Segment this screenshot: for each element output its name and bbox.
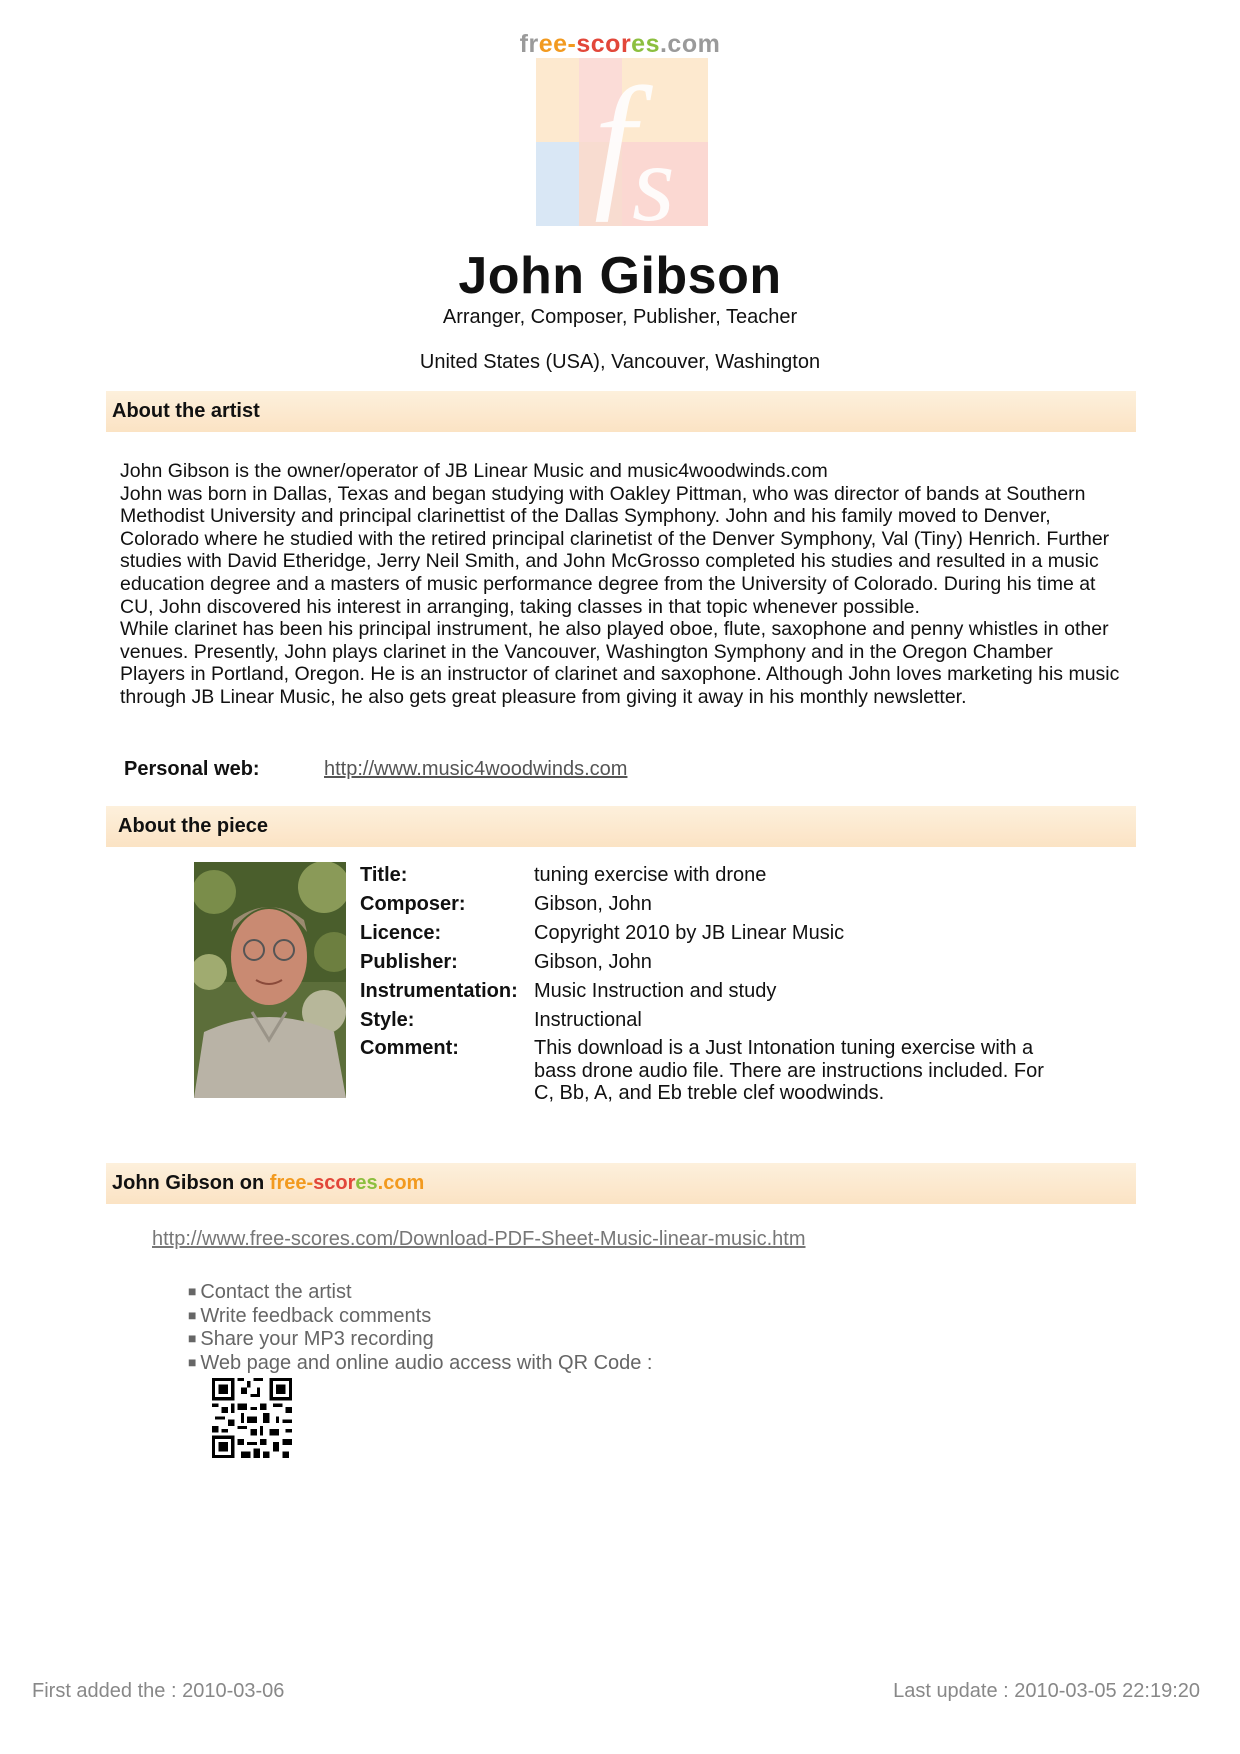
title-value: tuning exercise with drone (534, 864, 767, 886)
personal-web-link[interactable]: http://www.music4woodwinds.com (324, 758, 628, 780)
style-value: Instructional (534, 1009, 642, 1031)
brand-part: ee- (284, 1172, 314, 1194)
logo-text-part: fr (519, 30, 539, 58)
instrumentation-label: Instrumentation: (360, 980, 518, 1002)
about-artist-header: About the artist (106, 391, 1136, 432)
publisher-label: Publisher: (360, 951, 458, 973)
svg-text:s: s (632, 122, 675, 226)
title-label: Title: (360, 864, 408, 886)
instrumentation-value: Music Instruction and study (534, 980, 777, 1002)
composer-value: Gibson, John (534, 893, 652, 915)
svg-text:f: f (594, 58, 636, 223)
contact-artist-link[interactable]: ■ Contact the artist (188, 1280, 653, 1304)
style-label: Style: (360, 1009, 415, 1031)
comment-label: Comment: (360, 1037, 459, 1059)
logo-text-part: .com (659, 30, 721, 58)
about-piece-header (106, 806, 1136, 847)
first-added-date: First added the : 2010-03-06 (32, 1680, 285, 1702)
share-mp3-link[interactable]: ■ Share your MP3 recording (188, 1327, 653, 1351)
personal-web-label: Personal web: (124, 758, 260, 780)
feedback-link[interactable]: ■ Write feedback comments (188, 1304, 653, 1328)
brand-part: .com (377, 1172, 425, 1194)
about-piece-heading-text: About the piece (118, 815, 269, 837)
logo-text-part: ee- (538, 30, 577, 58)
about-artist-text (120, 460, 1120, 709)
on-freescores-header (106, 1163, 1136, 1204)
logo-text-part: es (631, 30, 660, 58)
brand-part: fr (269, 1172, 285, 1194)
qr-code-icon[interactable] (212, 1378, 292, 1458)
comment-value: This download is a Just Intonation tuning exercise with a bass drone audio file. There are instructions included. For C, Bb, A, and Eb treble clef woodwinds. (534, 1037, 1044, 1105)
about-paragraph: John Gibson is the owner/operator of JB Linear Music and music4woodwinds.com (120, 460, 828, 482)
artist-name: John Gibson (458, 247, 782, 305)
licence-value: Copyright 2010 by JB Linear Music (534, 922, 845, 944)
artist-photo (194, 862, 346, 1098)
composer-label: Composer: (360, 893, 466, 915)
last-update-date: Last update : 2010-03-05 22:19:20 (893, 1680, 1200, 1702)
qr-code-text: ■ Web page and online audio access with QR Code : (188, 1351, 653, 1375)
about-paragraph: While clarinet has been his principal instrument, he also played oboe, flute, saxophone and penny whistles in other venues. Presently, John plays clarinet in the Vancouver, Washington Symphony and in the Oregon Chamber Players in Portland, Oregon. He is an instructor of clarinet and saxophone. Although John loves marketing his music through JB Linear Music, he also gets great pleasure from giving it away in his monthly newsletter. (120, 618, 1120, 708)
logo-text-part: scor (576, 30, 632, 58)
free-scores-logo-icon (536, 58, 708, 226)
action-list (188, 1280, 653, 1374)
about-paragraph: John was born in Dallas, Texas and began studying with Oakley Pittman, who was director of bands at Southern Methodist University and principal clarinettist of the Dallas Symphony. John and his family moved to Denver, Colorado where he studied with the retired principal clarinetist of the Denver Symphony, Val (Tiny) Henrich. Further studies with David Etheridge, Jerry Neil Smith, and John McGrosso completed his studies and resulted in a music education degree and a masters of music performance degree from the University of Colorado. During his time at CU, John discovered his interest in arranging, taking classes in that topic whenever possible. (120, 482, 1110, 618)
freescores-artist-link[interactable]: http://www.free-scores.com/Download-PDF-Sheet-Music-linear-music.htm (152, 1228, 806, 1250)
on-freescores-heading-text: John Gibson on (112, 1172, 265, 1194)
site-logo-text (0, 30, 1240, 59)
licence-label: Licence: (360, 922, 442, 944)
freescores-brand (270, 1172, 425, 1194)
brand-part: es (355, 1172, 378, 1194)
artist-roles: Arranger, Composer, Publisher, Teacher (442, 306, 798, 328)
artist-location: United States (USA), Vancouver, Washington (419, 351, 821, 373)
brand-part: scor (313, 1172, 356, 1194)
publisher-value: Gibson, John (534, 951, 652, 973)
